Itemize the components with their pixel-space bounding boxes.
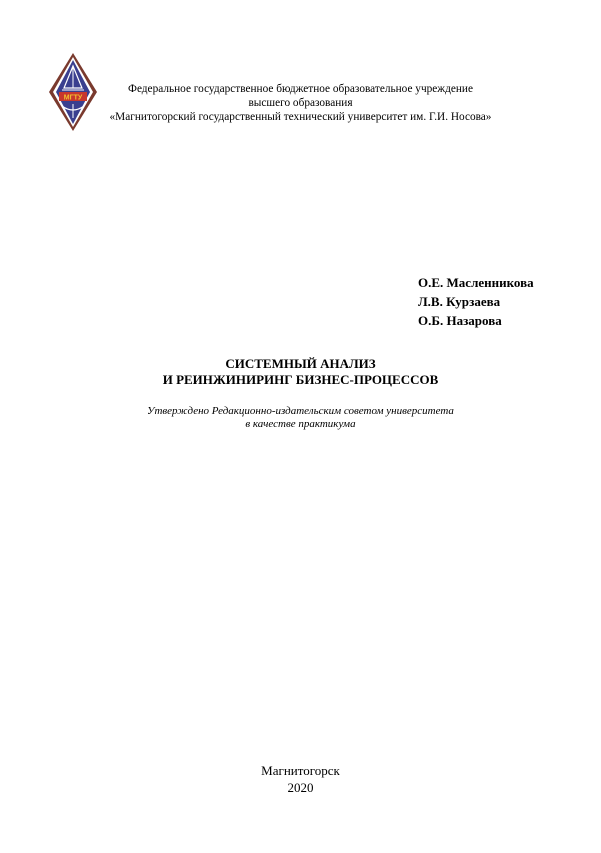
approval-line-2: в качестве практикума — [245, 418, 356, 430]
institution-line-1: Федеральное государственное бюджетное образовательное учреждение — [128, 83, 473, 95]
institution-line-2: высшего образования — [248, 97, 353, 109]
approval-note — [0, 405, 601, 431]
author-name: О.Е. Масленникова — [418, 275, 534, 290]
institution-header — [88, 82, 513, 124]
title-line-1: СИСТЕМНЫЙ АНАЛИЗ — [225, 356, 376, 371]
publication-year: 2020 — [287, 780, 314, 795]
institution-line-3: «Магнитогорский государственный технический университет им. Г.И. Носова» — [109, 111, 492, 123]
publication-footer — [0, 762, 601, 796]
publication-city: Магнитогорск — [261, 763, 340, 778]
title-line-2: И РЕИНЖИНИРИНГ БИЗНЕС-ПРОЦЕССОВ — [162, 372, 439, 387]
logo-text: МГТУ — [63, 94, 83, 102]
author-name: Л.В. Курзаева — [418, 294, 501, 309]
author-list — [418, 273, 534, 330]
approval-line-1: Утверждено Редакционно-издательским советом университета — [147, 405, 454, 417]
author-name: О.Б. Назарова — [418, 313, 502, 328]
document-title — [0, 356, 601, 388]
